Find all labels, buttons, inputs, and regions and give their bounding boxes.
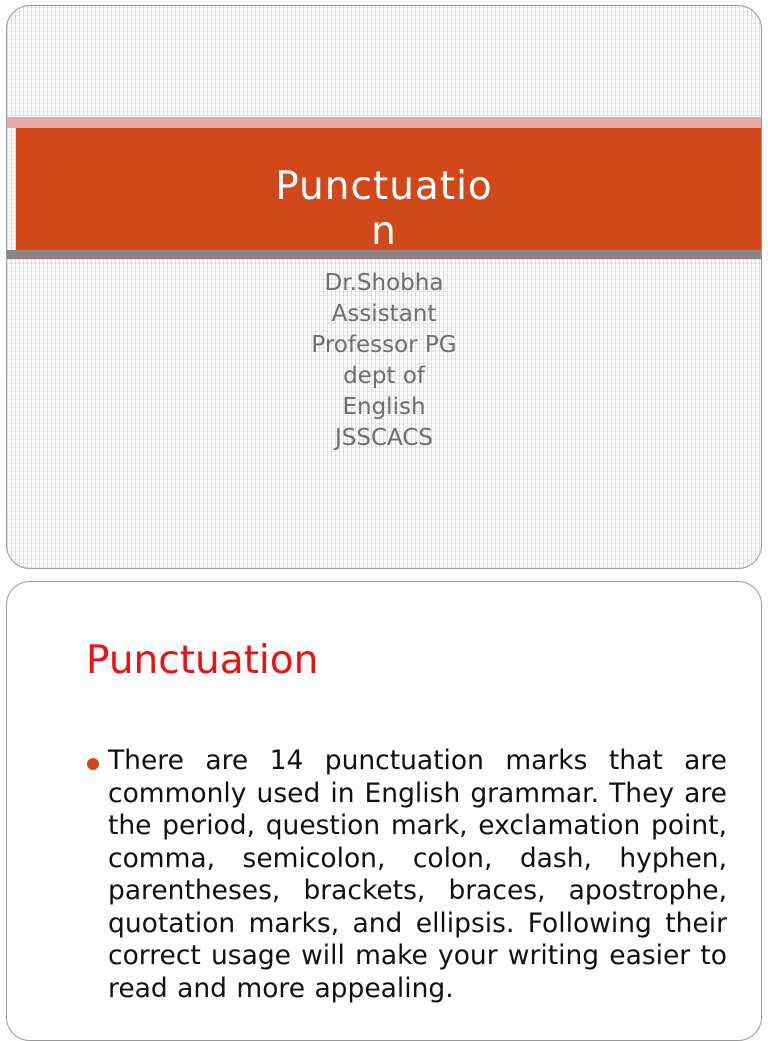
author-subtitle: [284, 268, 484, 454]
subtitle-line: English: [342, 394, 426, 420]
bullet-text: There are 14 punctuation marks that are commonly used in English grammar. They are the period, question mark, exclamation point, comma, semicolon, colon, dash, hyphen, parentheses, brackets, braces, apostrophe, quotation marks, and ellipsis. Following their correct usage will make your writing easier to read and more appealing.: [108, 745, 727, 1004]
subtitle-line: Professor PG: [311, 332, 457, 358]
bullet-item: [85, 745, 727, 1005]
subtitle-line: Dr.Shobha: [324, 270, 444, 296]
title-slide: [6, 5, 762, 569]
subtitle-line: dept of: [343, 363, 425, 389]
title-band-accent-top: [7, 117, 761, 128]
subtitle-line: JSSCACS: [334, 425, 434, 451]
subtitle-line: Assistant: [331, 301, 437, 327]
slide-heading: Punctuation: [86, 638, 319, 683]
slide-title: Punctuation: [275, 164, 493, 254]
content-slide: [6, 581, 762, 1041]
bullet-dot-icon: [87, 758, 99, 770]
